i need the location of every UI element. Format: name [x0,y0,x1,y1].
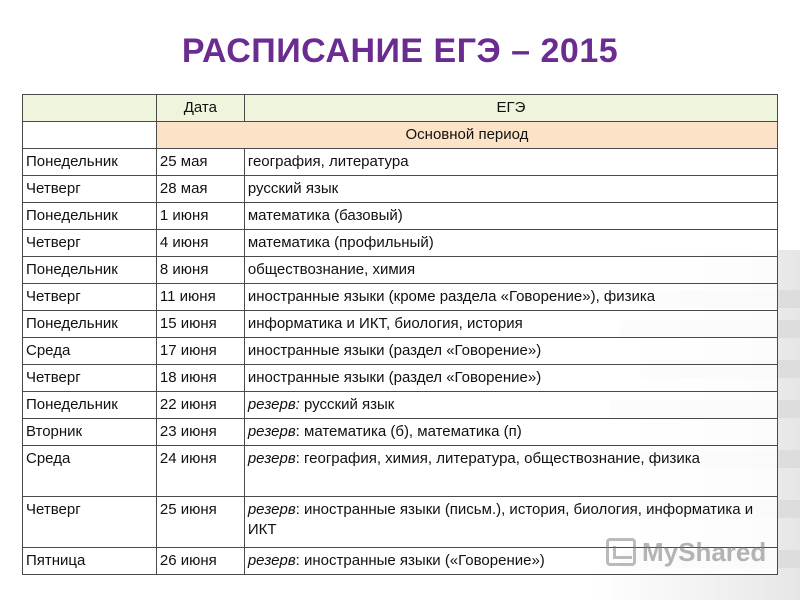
row-exam [244,419,777,446]
exam-subjects: иностранные языки (раздел «Говорение») [247,342,542,359]
row-exam [244,284,777,311]
myshared-watermark [606,536,766,568]
row-day: Четверг [23,365,157,392]
table-row [23,338,778,365]
exam-subjects: : география, химия, литература, обществознание, физика [295,450,700,467]
row-day: Пятница [23,548,157,575]
myshared-logo-icon [606,538,636,566]
header-date: Дата [156,95,244,122]
reserve-label: резерв [247,552,296,569]
row-day: Вторник [23,419,157,446]
row-day: Четверг [23,230,157,257]
exam-subjects: информатика и ИКТ, биология, история [247,315,523,332]
period-label: Основной период [156,122,777,149]
row-day: Понедельник [23,149,157,176]
row-day: Понедельник [23,311,157,338]
table-row [23,446,778,497]
reserve-label: резерв [247,450,296,467]
header-day [23,95,157,122]
row-day: Понедельник [23,257,157,284]
table-row [23,257,778,284]
row-exam [244,203,777,230]
exam-subjects: иностранные языки (раздел «Говорение») [247,369,542,386]
row-date: 22 июня [156,392,244,419]
watermark-text: MyShared [642,536,767,567]
exam-subjects: математика (базовый) [247,207,403,224]
row-day: Среда [23,338,157,365]
exam-subjects: география, литература [247,153,409,170]
exam-schedule-table [22,94,778,575]
exam-subjects: русский язык [299,396,395,413]
row-date: 25 мая [156,149,244,176]
exam-subjects: математика (профильный) [247,234,434,251]
row-exam [244,392,777,419]
reserve-label: резерв [247,501,296,518]
row-date: 25 июня [156,497,244,548]
exam-subjects: русский язык [247,180,339,197]
row-exam [244,365,777,392]
table-row [23,311,778,338]
table-row [23,365,778,392]
row-day: Четверг [23,284,157,311]
exam-subjects: иностранные языки (кроме раздела «Говорение»), физика [247,288,656,305]
row-date: 26 июня [156,548,244,575]
page-title: РАСПИСАНИЕ ЕГЭ – 2015 [181,32,619,70]
row-day: Четверг [23,176,157,203]
exam-subjects: : иностранные языки (письм.), история, биология, информатика и ИКТ [247,501,754,538]
row-date: 24 июня [156,446,244,497]
period-empty-cell [23,122,157,149]
row-day: Понедельник [23,392,157,419]
row-day: Четверг [23,497,157,548]
row-exam [244,176,777,203]
row-exam [244,257,777,284]
row-exam [244,149,777,176]
reserve-label: резерв: [247,396,300,413]
row-exam [244,446,777,497]
row-day: Понедельник [23,203,157,230]
table-row [23,149,778,176]
exam-subjects: обществознание, химия [247,261,416,278]
row-date: 8 июня [156,257,244,284]
row-date: 17 июня [156,338,244,365]
exam-subjects: : математика (б), математика (п) [295,423,522,440]
exam-subjects: : иностранные языки («Говорение») [295,552,545,569]
row-day: Среда [23,446,157,497]
table-header-row [23,95,778,122]
row-exam [244,338,777,365]
header-exam: ЕГЭ [244,95,777,122]
row-date: 23 июня [156,419,244,446]
table-row [23,230,778,257]
reserve-label: резерв [247,423,296,440]
row-date: 11 июня [156,284,244,311]
row-date: 1 июня [156,203,244,230]
table-row [23,176,778,203]
row-date: 15 июня [156,311,244,338]
row-exam [244,230,777,257]
row-date: 4 июня [156,230,244,257]
period-row [23,122,778,149]
table-row [23,203,778,230]
table-row [23,392,778,419]
row-exam [244,311,777,338]
row-date: 18 июня [156,365,244,392]
table-row [23,419,778,446]
table-row [23,284,778,311]
row-date: 28 мая [156,176,244,203]
